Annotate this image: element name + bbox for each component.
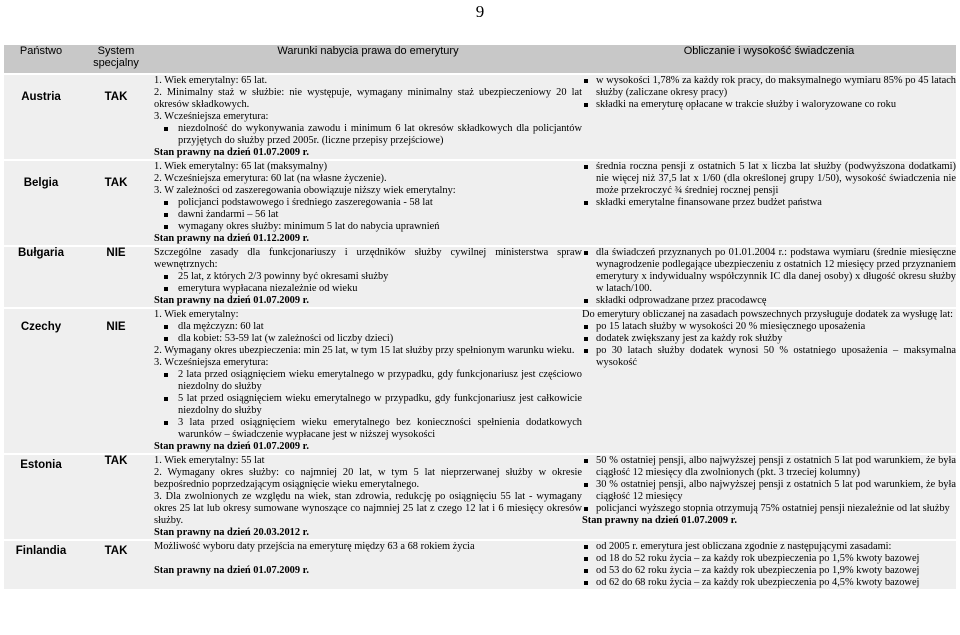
calc-bullet: po 30 latach służby dodatek wynosi 50 % ostatniego uposażenia – maksymalna wysokość bbox=[582, 345, 956, 369]
calc-bullet: 30 % ostatniej pensji, albo najwyższej pensji z ostatnich 5 lat pod warunkiem, że była ciągłość 12 miesięcy bbox=[582, 479, 956, 503]
legal-status: Stan prawny na dzień 20.03.2012 r. bbox=[154, 527, 309, 538]
legal-status: Stan prawny na dzień 01.07.2009 r. bbox=[154, 295, 309, 306]
calculation-cell bbox=[582, 160, 956, 246]
calc-bullet: od 18 do 52 roku życia – za każdy rok ubezpieczenia po 1,5% kwoty bazowej bbox=[582, 553, 956, 565]
calculation-cell bbox=[582, 454, 956, 540]
conditions-cell bbox=[154, 75, 582, 160]
condition-point: 1. Wiek emerytalny: 55 lat bbox=[154, 455, 265, 466]
header-conditions: Warunki nabycia prawa do emerytury bbox=[154, 45, 582, 73]
header-country: Państwo bbox=[4, 45, 78, 73]
condition-point: 3. W zależności od zaszeregowania obowiązuje niższy wiek emerytalny: bbox=[154, 185, 456, 196]
calc-point: Do emerytury obliczanej na zasadach powszechnych przysługuje dodatek za wysługę lat: bbox=[582, 309, 954, 320]
country-cell: Finlandia bbox=[4, 540, 78, 590]
condition-point: 3. Dla zwolnionych ze względu na wiek, stan zdrowia, redukcję po osiągnięciu 55 lat - wymagany okres 25 lat lub okresy sumowane wynoszące co najmniej 25 lat z czego 12 lat i 6 miesięcy okresów służby. bbox=[154, 491, 582, 526]
pension-comparison-table bbox=[4, 45, 956, 591]
legal-status: Stan prawny na dzień 01.07.2009 r. bbox=[154, 147, 309, 158]
condition-point: 3. Wcześniejsza emerytura: bbox=[154, 357, 269, 368]
system-cell: TAK bbox=[78, 540, 154, 590]
country-cell: Austria bbox=[4, 75, 78, 160]
calc-bullet: dodatek zwiększany jest za każdy rok służby bbox=[582, 333, 956, 345]
table-row-austria bbox=[4, 75, 956, 160]
calc-bullet: składki emerytalne finansowane przez budżet państwa bbox=[582, 197, 956, 209]
condition-bullet: 5 lat przed osiągnięciem wieku emerytalnego w przypadku, gdy funkcjonariusz jest całkowicie niezdolny do służby bbox=[154, 393, 582, 417]
calc-bullet: średnia roczna pensji z ostatnich 5 lat x liczba lat służby (podwyższona dodatkami) nie więcej niż 37,5 lat x 1/60 (dla określonej grupy 1/50), wysokość świadczenia nie może przekroczyć ¾ średniej rocznej pensji bbox=[582, 161, 956, 197]
calc-bullet: 50 % ostatniej pensji, albo najwyższej pensji z ostatnich 5 lat pod warunkiem, że była ciągłość 12 miesięcy dla zwolnionych (pkt. 3 trzeciej kolumny) bbox=[582, 455, 956, 479]
condition-bullet: policjanci podstawowego i średniego zaszeregowania - 58 lat bbox=[154, 197, 582, 209]
condition-bullet: dawni żandarmi – 56 lat bbox=[154, 209, 582, 221]
condition-bullet: niezdolność do wykonywania zawodu i minimum 6 lat okresów składkowych dla policjantów przyjętych do służby przed 2005r. (liczne przepisy przejściowe) bbox=[154, 123, 582, 147]
condition-bullet: wymagany okres służby: minimum 5 lat do nabycia uprawnień bbox=[154, 221, 582, 233]
condition-bullet: emerytura wypłacana niezależnie od wieku bbox=[154, 283, 582, 295]
table-row-estonia bbox=[4, 454, 956, 540]
header-calculation: Obliczanie i wysokość świadczenia bbox=[582, 45, 956, 73]
country-cell: Belgia bbox=[4, 160, 78, 246]
system-cell: TAK bbox=[78, 454, 154, 540]
page-number: 9 bbox=[475, 2, 485, 21]
table-row-bulgaria bbox=[4, 246, 956, 308]
condition-point: Szczególne zasady dla funkcjonariuszy i urzędników służby cywilnej ministerstwa spraw wewnętrznych: bbox=[154, 247, 582, 270]
condition-point: 2. Wymagany okres służby: co najmniej 20 lat, w tym 5 lat nieprzerwanej służby w okresie bezpośrednio poprzedzającym osiągnięcie wieku emerytalnego. bbox=[154, 467, 582, 490]
calculation-cell bbox=[582, 308, 956, 454]
condition-bullet: 25 lat, z których 2/3 powinny być okresami służby bbox=[154, 271, 582, 283]
system-cell: NIE bbox=[78, 308, 154, 454]
country-cell: Czechy bbox=[4, 308, 78, 454]
calc-bullet: od 53 do 62 roku życia – za każdy rok ubezpieczenia po 1,9% kwoty bazowej bbox=[582, 565, 956, 577]
calc-bullet: dla świadczeń przyznanych po 01.01.2004 r.: podstawa wymiaru (średnie miesięczne wynagrodzenie podlegające ubezpieczeniu z ostatnich 12 miesięcy przed przyznaniem emerytury x indywidualny współczynnik IC dla danej osoby) x długość okresu służby w latach/100. bbox=[582, 247, 956, 295]
calculation-cell bbox=[582, 246, 956, 308]
conditions-cell bbox=[154, 308, 582, 454]
condition-bullet: dla mężczyzn: 60 lat bbox=[154, 321, 582, 333]
conditions-cell bbox=[154, 454, 582, 540]
legal-status: Stan prawny na dzień 01.07.2009 r. bbox=[154, 565, 309, 576]
calc-bullet: od 62 do 68 roku życia – za każdy rok ubezpieczenia po 4,5% kwoty bazowej bbox=[582, 577, 956, 589]
conditions-cell bbox=[154, 160, 582, 246]
country-cell: Bułgaria bbox=[4, 246, 78, 308]
table-row-czechy bbox=[4, 308, 956, 454]
table-row-belgia bbox=[4, 160, 956, 246]
condition-point: Możliwość wyboru daty przejścia na emeryturę między 63 a 68 rokiem życia bbox=[154, 541, 475, 552]
calc-bullet: składki na emeryturę opłacane w trakcie służby i waloryzowane co roku bbox=[582, 99, 956, 111]
calculation-cell bbox=[582, 75, 956, 160]
condition-point: 1. Wiek emerytalny: 65 lat (maksymalny) bbox=[154, 161, 328, 172]
legal-status: Stan prawny na dzień 01.12.2009 r. bbox=[154, 233, 309, 244]
calc-bullet: składki odprowadzane przez pracodawcę bbox=[582, 295, 956, 307]
table-header-row bbox=[4, 45, 956, 73]
condition-point: 1. Wiek emerytalny: bbox=[154, 309, 239, 320]
calc-bullet: w wysokości 1,78% za każdy rok pracy, do maksymalnego wymiaru 85% po 45 latach służby (zaliczane okresy pracy) bbox=[582, 75, 956, 99]
conditions-cell bbox=[154, 540, 582, 590]
conditions-cell bbox=[154, 246, 582, 308]
calc-bullet: od 2005 r. emerytura jest obliczana zgodnie z następującymi zasadami: bbox=[582, 541, 956, 553]
condition-bullet: dla kobiet: 53-59 lat (w zależności od liczby dzieci) bbox=[154, 333, 582, 345]
system-cell: TAK bbox=[78, 160, 154, 246]
condition-point: 2. Minimalny staż w służbie: nie występuje, wymagany minimalny staż ubezpieczeniowy 20 lat okresów składkowych. bbox=[154, 87, 582, 110]
condition-point: 3. Wcześniejsza emerytura: bbox=[154, 111, 269, 122]
condition-bullet: 3 lata przed osiągnięciem wieku emerytalnego bez konieczności spełnienia dodatkowych warunków – świadczenie wypłacane jest w niższej wysokości bbox=[154, 417, 582, 441]
condition-bullet: 2 lata przed osiągnięciem wieku emerytalnego w przypadku, gdy funkcjonariusz jest częściowo niezdolny do służby bbox=[154, 369, 582, 393]
table-row-finlandia bbox=[4, 540, 956, 590]
condition-point: 2. Wymagany okres ubezpieczenia: min 25 lat, w tym 15 lat służby przy spełnionym warunku wieku. bbox=[154, 345, 575, 356]
system-cell: TAK bbox=[78, 75, 154, 160]
country-cell: Estonia bbox=[4, 454, 78, 540]
header-system: System specjalny bbox=[78, 45, 154, 73]
calc-bullet: po 15 latach służby w wysokości 20 % miesięcznego uposażenia bbox=[582, 321, 956, 333]
calc-bullet: policjanci wyższego stopnia otrzymują 75% ostatniej pensji niezależnie od lat służby bbox=[582, 503, 956, 515]
legal-status: Stan prawny na dzień 01.07.2009 r. bbox=[154, 441, 309, 452]
condition-point: 2. Wcześniejsza emerytura: 60 lat (na własne życzenie). bbox=[154, 173, 387, 184]
condition-point: 1. Wiek emerytalny: 65 lat. bbox=[154, 75, 268, 86]
legal-status: Stan prawny na dzień 01.07.2009 r. bbox=[582, 515, 737, 526]
system-cell: NIE bbox=[78, 246, 154, 308]
calculation-cell bbox=[582, 540, 956, 590]
